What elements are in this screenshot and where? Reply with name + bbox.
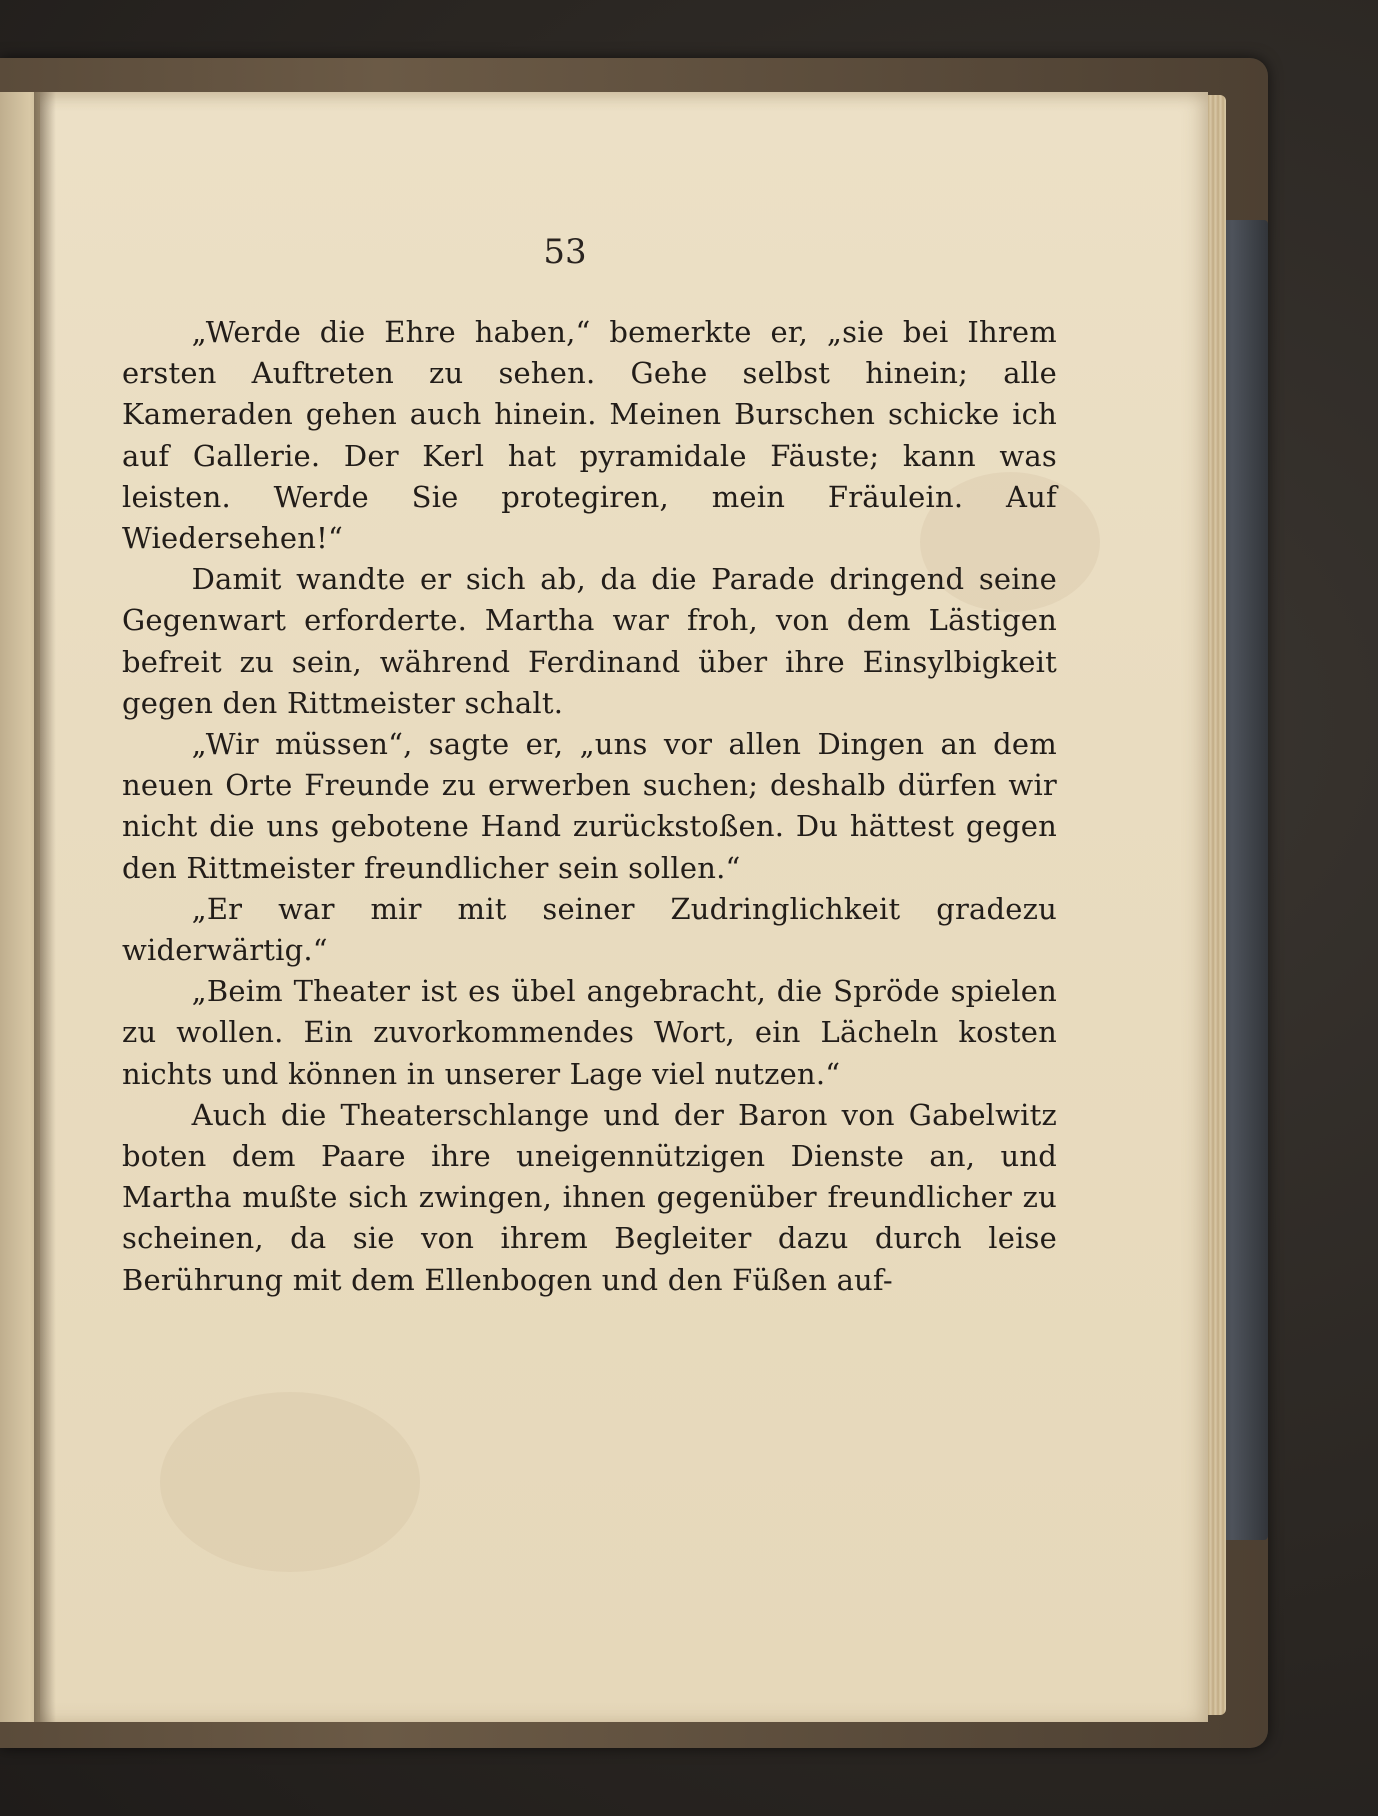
body-text (122, 312, 1057, 1301)
paragraph: Damit wandte er sich ab, da die Parade dringend seine Gegenwart erforderte. Martha war froh, von dem Lästigen befreit zu sein, während Ferdinand über ihre Einsylbigkeit gegen den Rittmeister schalt. (122, 562, 1057, 720)
paragraph: „Wir müssen“, sagte er, „uns vor allen Dingen an dem neuen Orte Freunde zu erwerben suchen; deshalb dürfen wir nicht die uns gebotene Hand zurückstoßen. Du hättest gegen den Rittmeister freundlicher sein sollen.“ (122, 727, 1057, 885)
page-gutter-shadow (34, 92, 56, 1722)
book-page (40, 92, 1208, 1722)
paragraph: „Er war mir mit seiner Zudringlichkeit gradezu widerwärtig.“ (122, 891, 1057, 968)
page-number: 53 (543, 232, 587, 272)
paragraph: „Werde die Ehre haben,“ bemerkte er, „sie bei Ihrem ersten Auftreten zu sehen. Gehe selbst hinein; alle Kameraden gehen auch hinein. Meinen Burschen schicke ich auf Gallerie. Der Kerl hat pyramidale Fäuste; kann was leisten. Werde Sie protegiren, mein Fräulein. Auf Wiedersehen!“ (122, 315, 1057, 556)
paragraph: Auch die Theaterschlange und der Baron von Gabelwitz boten dem Paare ihre uneigennützigen Dienste an, und Martha mußte sich zwingen, ihnen gegenüber freundlicher zu scheinen, da sie von ihrem Begleiter dazu durch leise Berührung mit dem Ellenbogen und den Füßen auf- (122, 1097, 1057, 1297)
paper-stain (160, 1392, 420, 1572)
paragraph: „Beim Theater ist es übel angebracht, die Spröde spielen zu wollen. Ein zuvorkommendes Wort, ein Lächeln kosten nichts und können in unserer Lage viel nutzen.“ (122, 974, 1057, 1091)
